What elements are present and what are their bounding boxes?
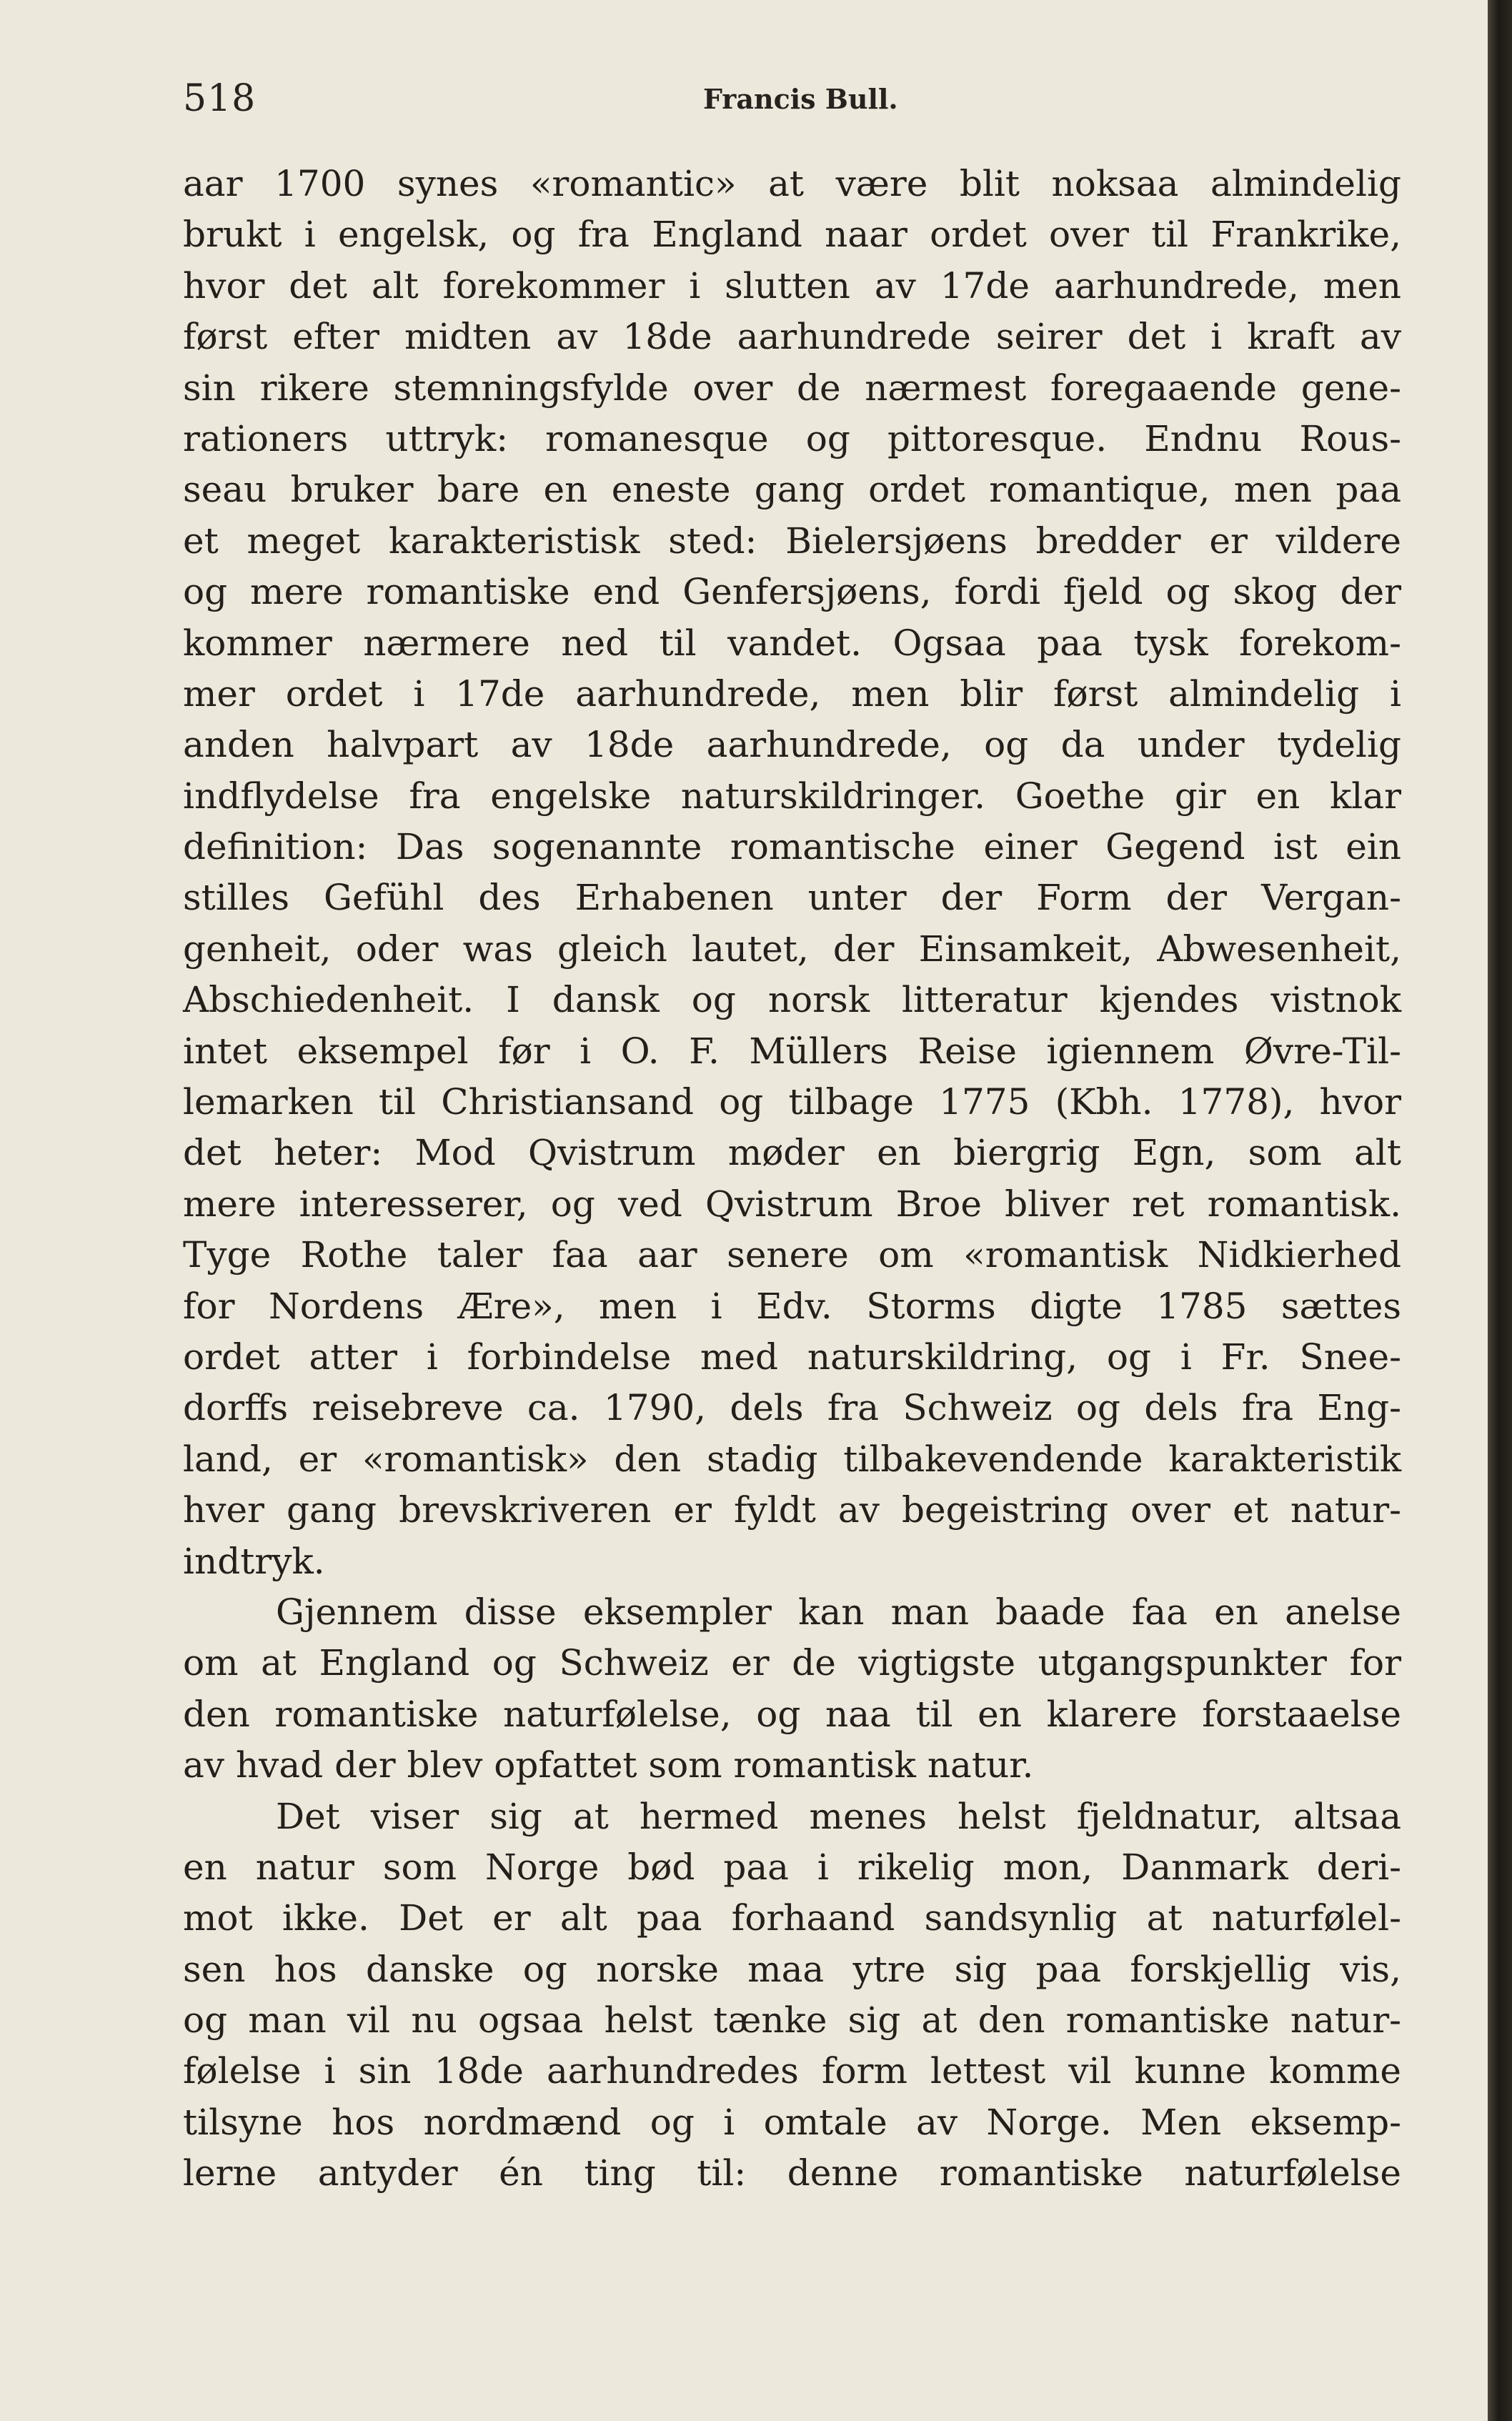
text-line: kommer nærmere ned til vandet. Ogsaa paa tysk forekom- [183, 622, 1401, 664]
text-line: indflydelse fra engelske naturskildringer. Goethe gir en klar [183, 775, 1401, 817]
text-line: aar 1700 synes «romantic» at være blit noksaa almindelig [183, 163, 1401, 204]
text-line: indtryk. [183, 1540, 325, 1582]
text-line: rationers uttryk: romanesque og pittoresque. Endnu Rous- [183, 417, 1401, 459]
text-line: dorffs reisebreve ca. 1790, dels fra Schweiz og dels fra Eng- [183, 1387, 1401, 1429]
text-line: og man vil nu ogsaa helst tænke sig at den romantiske natur- [183, 1999, 1401, 2042]
text-line: tilsyne hos nordmænd og i omtale av Norge. Men eksemp- [183, 2101, 1401, 2143]
text-line: følelse i sin 18de aarhundredes form lettest vil kunne komme [183, 2050, 1401, 2092]
text-line: stilles Gefühl des Erhabenen unter der Form der Vergan- [183, 877, 1401, 919]
text-line: mere interesserer, og ved Qvistrum Broe bliver ret romantisk. [183, 1183, 1401, 1225]
text-line: lemarken til Christiansand og tilbage 1775 (Kbh. 1778), hvor [183, 1081, 1401, 1123]
text-line: ordet atter i forbindelse med naturskildring, og i Fr. Snee- [183, 1336, 1401, 1378]
text-line: brukt i engelsk, og fra England naar ordet over til Frankrike, [183, 214, 1401, 256]
text-line: hvor det alt forekommer i slutten av 17de aarhundrede, men [183, 264, 1401, 307]
text-line: Det viser sig at hermed menes helst fjeldnatur, altsaa [276, 1795, 1401, 1837]
text-line: lerne antyder én ting til: denne romantiske naturfølelse [183, 2152, 1401, 2194]
text-line: for Nordens Ære», men i Edv. Storms digte 1785 sættes [183, 1285, 1401, 1327]
text-line: et meget karakteristisk sted: Bielersjøens bredder er vildere [183, 520, 1401, 562]
text-line: Abschiedenheit. I dansk og norsk litteratur kjendes vistnok [183, 979, 1401, 1021]
text-line: mer ordet i 17de aarhundrede, men blir først almindelig i [183, 672, 1401, 715]
text-line: og mere romantiske end Genfersjøens, fordi fjeld og skog der [183, 571, 1401, 613]
text-line: sen hos danske og norske maa ytre sig paa forskjellig vis, [183, 1948, 1401, 1990]
running-head: Francis Bull. [703, 83, 898, 115]
paragraph [183, 1791, 1401, 2199]
page-header [183, 77, 1401, 127]
text-line: seau bruker bare en eneste gang ordet romantique, men paa [183, 469, 1401, 511]
text-line: genheit, oder was gleich lautet, der Einsamkeit, Abwesenheit, [183, 928, 1401, 970]
text-line: det heter: Mod Qvistrum møder en biergrig Egn, som alt [183, 1132, 1401, 1174]
book-spine-edge [1488, 0, 1512, 2421]
text-line: den romantiske naturfølelse, og naa til en klarere forstaaelse [183, 1693, 1401, 1735]
paragraph [183, 1587, 1401, 1791]
text-line: mot ikke. Det er alt paa forhaand sandsynlig at naturfølel- [183, 1897, 1401, 1939]
text-line: anden halvpart av 18de aarhundrede, og da under tydelig [183, 724, 1401, 766]
page-number: 518 [183, 77, 257, 120]
paragraph [183, 159, 1401, 1587]
text-line: Tyge Rothe taler faa aar senere om «romantisk Nidkierhed [183, 1234, 1401, 1276]
text-line: først efter midten av 18de aarhundrede seirer det i kraft av [183, 316, 1401, 358]
text-line: intet eksempel før i O. F. Müllers Reise igiennem Øvre-Til- [183, 1030, 1401, 1072]
text-line: hver gang brevskriveren er fyldt av begeistring over et natur- [183, 1489, 1401, 1531]
text-line: land, er «romantisk» den stadig tilbakevendende karakteristik [183, 1438, 1401, 1480]
text-line: Gjennem disse eksempler kan man baade faa en anelse [276, 1591, 1401, 1633]
body-text [183, 159, 1401, 2199]
text-line: definition: Das sogenannte romantische einer Gegend ist ein [183, 826, 1401, 868]
text-line: en natur som Norge bød paa i rikelig mon, Danmark deri- [183, 1846, 1401, 1888]
text-line: om at England og Schweiz er de vigtigste utgangspunkter for [183, 1642, 1401, 1684]
text-line: sin rikere stemningsfylde over de nærmest foregaaende gene- [183, 367, 1401, 409]
text-line: av hvad der blev opfattet som romantisk natur. [183, 1744, 1034, 1786]
